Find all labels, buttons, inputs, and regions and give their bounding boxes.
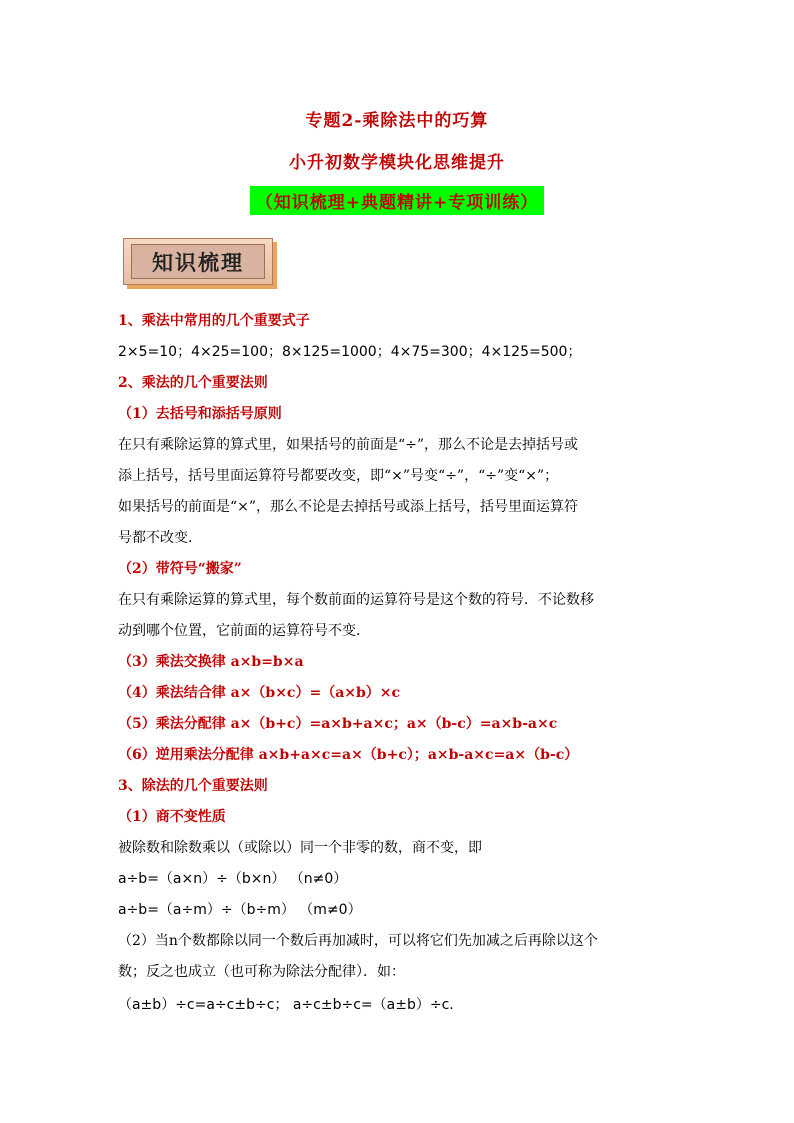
law-line: （4）乘法结合律 a×（b×c）=（a×b）×c [118,685,401,701]
paragraph-line: 数；反之也成立（也可称为除法分配律）．如： [118,964,405,980]
sub-heading: （2）带符号“搬家” [118,561,242,577]
paragraph-line: 号都不改变. [118,530,193,546]
formula-line: a÷b=（a×n）÷（b×n） （n≠0） [118,871,348,887]
formula-line: a÷b=（a÷m）÷（b÷m） （m≠0） [118,902,362,918]
section-heading-2: 2、乘法的几个重要法则 [118,375,268,391]
sub-heading: （1）去括号和添括号原则 [118,406,282,422]
paragraph-line: 添上括号，括号里面运算符号都要改变，即“×”号变“÷”，“÷”变“×”； [118,468,559,484]
paragraph-line: 在只有乘除运算的算式里，如果括号的前面是“÷”，那么不论是去掉括号或 [118,437,579,453]
document-subtitle: 小升初数学模块化思维提升 [289,153,505,173]
sub-heading: （1）商不变性质 [118,809,226,825]
paragraph-line: 如果括号的前面是“×”，那么不论是去掉括号或添上括号，括号里面运算符 [118,499,579,515]
highlighted-subtitle: （知识梳理+典题精讲+专项训练） [250,186,545,215]
formula-line: 2×5=10；4×25=100；8×125=1000；4×75=300；4×125=500； [118,344,582,360]
section-badge [123,238,273,285]
paragraph-line: （2）当n个数都除以同一个数后再加减时，可以将它们先加减之后再除以这个 [118,933,598,949]
paragraph-line: 动到哪个位置，它前面的运算符号不变. [118,623,361,639]
subtitle-highlight-wrap [0,186,794,215]
document-title: 专题2-乘除法中的巧算 [305,111,489,131]
law-line: （3）乘法交换律 a×b=b×a [118,654,304,670]
paragraph-line: 在只有乘除运算的算式里，每个数前面的运算符号是这个数的符号．不论数移 [118,592,594,608]
section-heading-1: 1、乘法中常用的几个重要式子 [118,313,310,329]
paragraph-line: 被除数和除数乘以（或除以）同一个非零的数，商不变，即 [118,840,482,856]
law-line: （5）乘法分配律 a×（b+c）=a×b+a×c；a×（b-c）=a×b-a×c [118,716,558,732]
law-line: （6）逆用乘法分配律 a×b+a×c=a×（b+c）；a×b-a×c=a×（b-c） [118,747,579,763]
section-badge-label: 知识梳理 [131,244,265,279]
formula-line: （a±b）÷c=a÷c±b÷c； a÷c±b÷c=（a±b）÷c. [118,997,454,1013]
section-heading-3: 3、除法的几个重要法则 [118,778,268,794]
